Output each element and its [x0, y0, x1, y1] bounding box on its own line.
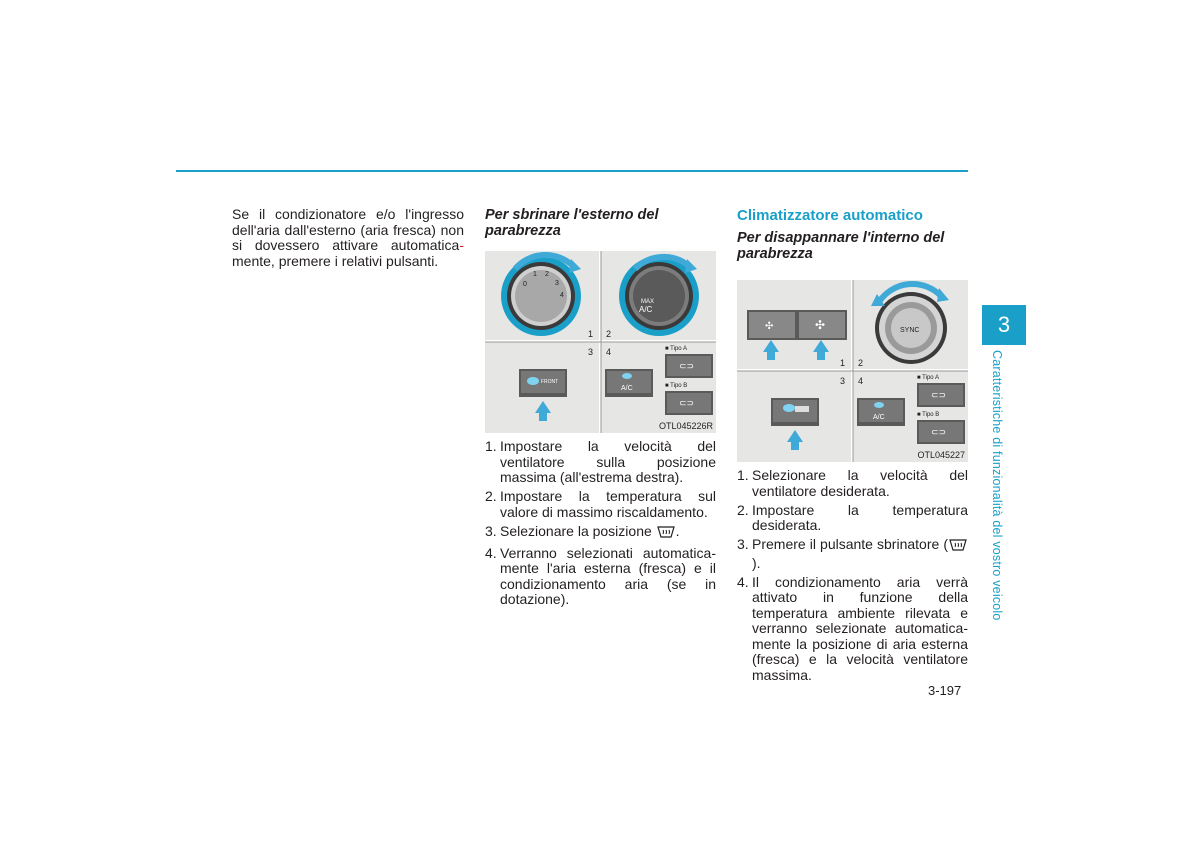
front-defrost-button-illustration — [771, 398, 819, 450]
ac-button-illustration — [605, 369, 653, 397]
svg-text:MAX: MAX — [641, 299, 655, 305]
defrost-outside-heading: Per sbrinare l'esterno del parabrezza — [485, 207, 659, 239]
svg-text:⊂⊃: ⊂⊃ — [931, 428, 947, 438]
header-rule — [176, 170, 968, 172]
svg-text:2: 2 — [545, 271, 549, 278]
svg-text:1: 1 — [840, 358, 846, 368]
ac-button-illustration — [857, 398, 905, 426]
svg-text:2: 2 — [606, 329, 612, 339]
defrost-icon — [948, 538, 968, 556]
defog-inside-steps — [737, 468, 968, 683]
svg-text:3: 3 — [555, 280, 559, 287]
list-item: 3. Selezionare la posizione . — [485, 524, 716, 543]
svg-text:⊂⊃: ⊂⊃ — [679, 399, 695, 409]
auto-control-panel-illustration — [737, 280, 968, 462]
svg-text:A/C: A/C — [621, 385, 633, 392]
svg-text:3: 3 — [588, 347, 594, 357]
figure-code: OTL045227 — [917, 450, 965, 460]
chapter-title-vertical: Caratteristiche di funzionalità del vostro veicolo — [990, 350, 1004, 621]
front-defrost-button-illustration — [519, 369, 567, 421]
page-number: 3-197 — [928, 683, 962, 698]
svg-text:0: 0 — [523, 281, 527, 288]
list-item: 3. Premere il pulsante sbrinatore (). — [737, 537, 968, 571]
svg-text:4: 4 — [560, 292, 564, 299]
section-title: Climatizzatore automatico — [737, 207, 923, 224]
auto-climate-section — [737, 207, 968, 687]
svg-text:■ Tipo B: ■ Tipo B — [665, 383, 688, 389]
control-panel-illustration — [485, 251, 716, 433]
svg-text:2: 2 — [858, 358, 864, 368]
defog-inside-heading: Per disappannare l'interno del parabrezza — [737, 230, 945, 262]
svg-text:⊂⊃: ⊂⊃ — [679, 362, 695, 372]
intro-text-1: Se il condizionatore e/o l'ingresso dell'aria dall'esterno (aria fresca) non si dovessero attivare automatica — [232, 206, 464, 253]
svg-text:3: 3 — [840, 376, 846, 386]
svg-text:■ Tipo A: ■ Tipo A — [665, 346, 687, 352]
svg-text:A/C: A/C — [639, 305, 653, 314]
svg-text:SYNC: SYNC — [900, 327, 920, 334]
hyphen-mark: - — [459, 237, 464, 253]
defrost-outside-steps — [485, 439, 716, 608]
svg-text:1: 1 — [533, 271, 537, 278]
svg-text:■ Tipo B: ■ Tipo B — [917, 412, 940, 418]
temperature-knob — [619, 256, 699, 336]
svg-text:A/C: A/C — [873, 414, 885, 421]
figure-defog-inside — [737, 280, 968, 462]
intro-text-2: mente, premere i relativi pulsanti. — [232, 252, 439, 269]
sync-knob — [871, 284, 949, 364]
list-item: 1. Impostare la velocità del ventilatore sulla posizione massima (all'estrema destra). — [485, 438, 716, 485]
defrost-outside-section — [485, 207, 716, 611]
figure-defrost-outside — [485, 251, 716, 433]
svg-text:⊂⊃: ⊂⊃ — [931, 391, 947, 401]
list-item: 4. Verranno selezionati automatica-mente l'aria esterna (fresca) e il condizionamento aria (se in dotazione). — [485, 544, 716, 607]
svg-text:✣: ✣ — [765, 321, 774, 332]
intro-paragraph — [232, 207, 464, 269]
list-item: 2. Impostare la temperatura desiderata. — [737, 501, 968, 533]
svg-text:4: 4 — [606, 347, 612, 357]
fan-speed-knob — [501, 255, 581, 336]
list-item: 2. Impostare la temperatura sul valore di massimo riscaldamento. — [485, 488, 716, 520]
figure-code: OTL045226R — [658, 421, 713, 431]
list-item: 1. Selezionare la velocità del ventilatore desiderata. — [737, 467, 968, 499]
svg-text:4: 4 — [858, 376, 864, 386]
defrost-icon — [656, 525, 676, 543]
list-item: 4. Il condizionamento aria verrà attivato in funzione della temperatura ambiente rilevata e verranno selezionate automatica-mente la posizione di aria esterna (fresca) e la velocità ventilatore massima. — [737, 573, 968, 683]
fan-speed-buttons-illustration — [747, 310, 847, 360]
svg-text:■ Tipo A: ■ Tipo A — [917, 375, 939, 381]
svg-text:1: 1 — [588, 329, 594, 339]
chapter-tab: 3 — [982, 305, 1026, 345]
svg-text:FRONT: FRONT — [541, 379, 559, 385]
svg-text:✣: ✣ — [815, 318, 826, 332]
